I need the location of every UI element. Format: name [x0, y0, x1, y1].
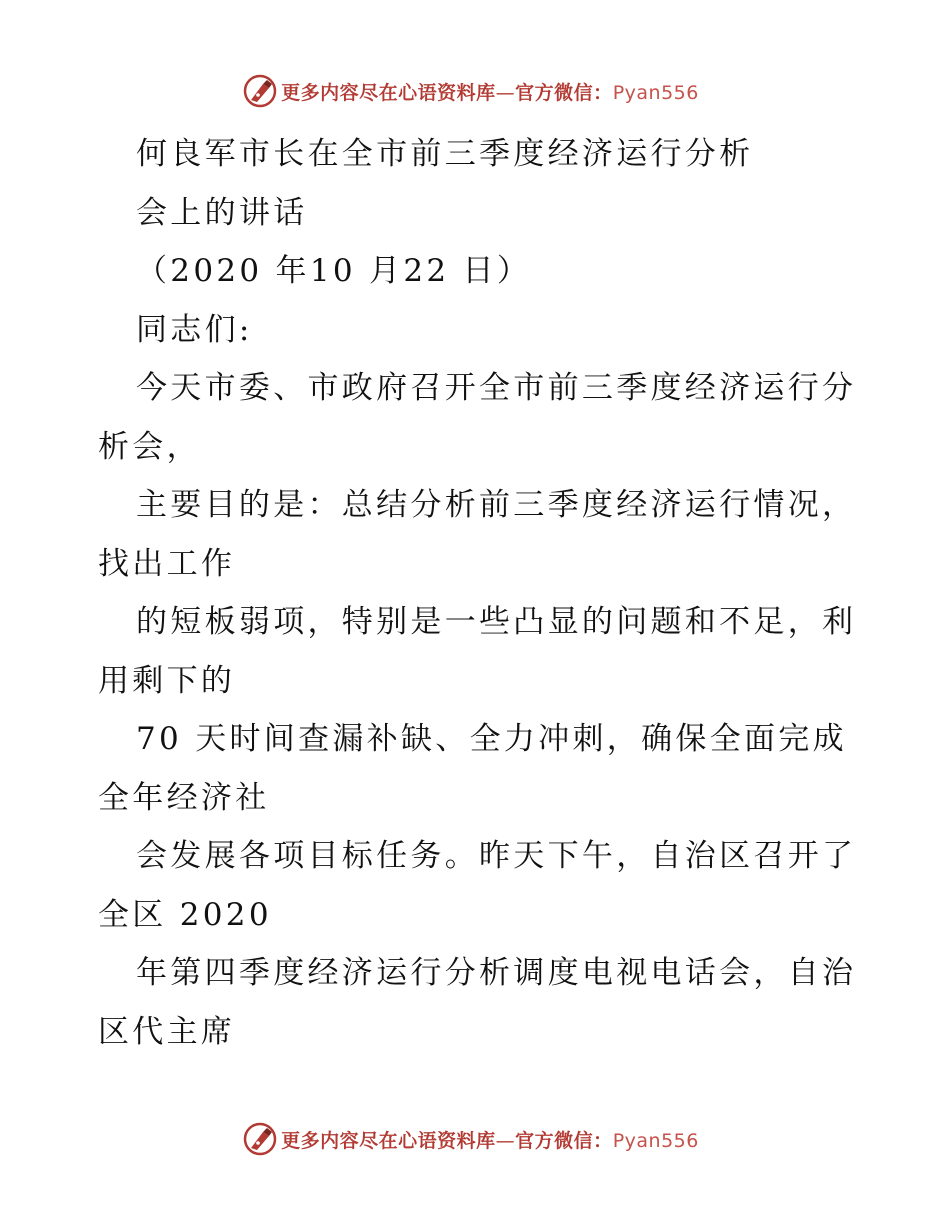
watermark-site-text: 更多内容尽在心语资料库 [281, 81, 496, 104]
text-line: 找出工作 [98, 545, 236, 582]
text-line: 主要目的是：总结分析前三季度经济运行情况， [136, 487, 857, 523]
header-watermark [0, 71, 950, 111]
watermark-content [243, 1122, 699, 1156]
watermark-weixin-id: Pyan556 [612, 1129, 699, 1152]
watermark-weixin-label: 官方微信： [515, 81, 613, 104]
document-body [98, 125, 858, 1061]
text-line: 会发展各项目标任务。昨天下午，自治区召开了 [136, 838, 857, 874]
watermark-dash: — [495, 1129, 516, 1152]
pen-nib-logo-icon [243, 1122, 277, 1156]
text-line: 年第四季度经济运行分析调度电视电话会，自治 [136, 955, 857, 991]
watermark-weixin-id: Pyan556 [612, 81, 699, 104]
watermark-weixin-label: 官方微信： [515, 1129, 613, 1152]
text-line: 同志们: [136, 311, 253, 348]
watermark-text [281, 1126, 699, 1153]
text-line: （2020 年10 月22 日） [136, 253, 532, 289]
text-line: 全年经济社 [98, 779, 270, 816]
watermark-content [243, 74, 699, 108]
text-line: 今天市委、市政府召开全市前三季度经济运行分 [136, 370, 857, 406]
text-line: 的短板弱项，特别是一些凸显的问题和不足，利 [136, 604, 857, 640]
text-line: 全区 2020 [98, 896, 272, 933]
text-line: 用剩下的 [98, 662, 236, 699]
text-line: 70 天时间查漏补缺、全力冲刺，确保全面完成 [136, 721, 847, 757]
footer-watermark [0, 1119, 950, 1159]
text-line: 会上的讲话 [136, 194, 308, 231]
watermark-dash: — [495, 81, 516, 104]
watermark-site-text: 更多内容尽在心语资料库 [281, 1129, 496, 1152]
text-line: 何良军市长在全市前三季度经济运行分析 [136, 136, 754, 172]
pen-nib-logo-icon [243, 74, 277, 108]
text-line: 区代主席 [98, 1013, 236, 1050]
text-line: 析会， [98, 428, 201, 465]
watermark-text [281, 78, 699, 105]
